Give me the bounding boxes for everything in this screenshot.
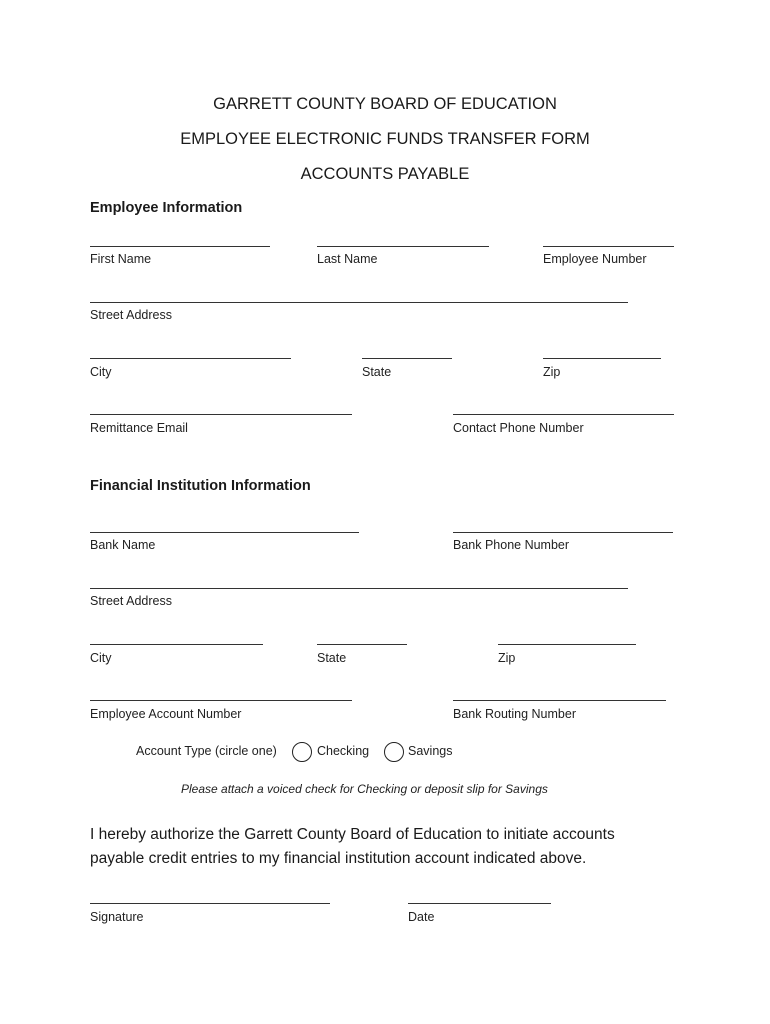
- bank-state-field[interactable]: [317, 644, 407, 645]
- employee-city-field[interactable]: [90, 358, 291, 359]
- routing-number-field[interactable]: [453, 700, 666, 701]
- first-name-field[interactable]: [90, 246, 270, 247]
- date-field[interactable]: [408, 903, 551, 904]
- bank-phone-field[interactable]: [453, 532, 673, 533]
- bank-street-address-label: Street Address: [90, 594, 172, 608]
- authorization-line-1: I hereby authorize the Garrett County Board of Education to initiate accounts: [90, 826, 615, 843]
- authorization-line-2: payable credit entries to my financial institution account indicated above.: [90, 850, 587, 867]
- bank-street-address-field[interactable]: [90, 588, 628, 589]
- employee-zip-label: Zip: [543, 365, 561, 379]
- employee-street-address-label: Street Address: [90, 308, 172, 322]
- signature-field[interactable]: [90, 903, 330, 904]
- savings-radio[interactable]: [384, 742, 404, 762]
- account-number-field[interactable]: [90, 700, 352, 701]
- bank-name-field[interactable]: [90, 532, 359, 533]
- employee-info-heading: Employee Information: [90, 200, 243, 216]
- bank-city-label: City: [90, 651, 112, 665]
- org-title: GARRETT COUNTY BOARD OF EDUCATION: [213, 95, 557, 113]
- last-name-field[interactable]: [317, 246, 489, 247]
- department-title: ACCOUNTS PAYABLE: [300, 165, 470, 183]
- attach-note: Please attach a voiced check for Checking or deposit slip for Savings: [181, 782, 548, 796]
- bank-name-label: Bank Name: [90, 538, 156, 552]
- employee-state-label: State: [362, 365, 392, 379]
- remittance-email-label: Remittance Email: [90, 421, 188, 435]
- account-number-label: Employee Account Number: [90, 707, 242, 721]
- employee-number-label: Employee Number: [543, 252, 647, 266]
- contact-phone-field[interactable]: [453, 414, 674, 415]
- bank-city-field[interactable]: [90, 644, 263, 645]
- employee-city-label: City: [90, 365, 112, 379]
- date-label: Date: [408, 910, 435, 924]
- employee-number-field[interactable]: [543, 246, 674, 247]
- first-name-label: First Name: [90, 252, 152, 266]
- checking-radio[interactable]: [292, 742, 312, 762]
- last-name-label: Last Name: [317, 252, 378, 266]
- routing-number-label: Bank Routing Number: [453, 707, 576, 721]
- financial-info-heading: Financial Institution Information: [90, 478, 311, 494]
- remittance-email-field[interactable]: [90, 414, 352, 415]
- bank-state-label: State: [317, 651, 347, 665]
- contact-phone-label: Contact Phone Number: [453, 421, 584, 435]
- savings-label: Savings: [408, 744, 453, 758]
- bank-zip-label: Zip: [498, 651, 516, 665]
- form-title: EMPLOYEE ELECTRONIC FUNDS TRANSFER FORM: [180, 130, 590, 148]
- employee-state-field[interactable]: [362, 358, 452, 359]
- bank-phone-label: Bank Phone Number: [453, 538, 570, 552]
- account-type-label: Account Type (circle one): [136, 744, 277, 758]
- employee-street-address-field[interactable]: [90, 302, 628, 303]
- signature-label: Signature: [90, 910, 144, 924]
- checking-label: Checking: [317, 744, 370, 758]
- employee-zip-field[interactable]: [543, 358, 661, 359]
- bank-zip-field[interactable]: [498, 644, 636, 645]
